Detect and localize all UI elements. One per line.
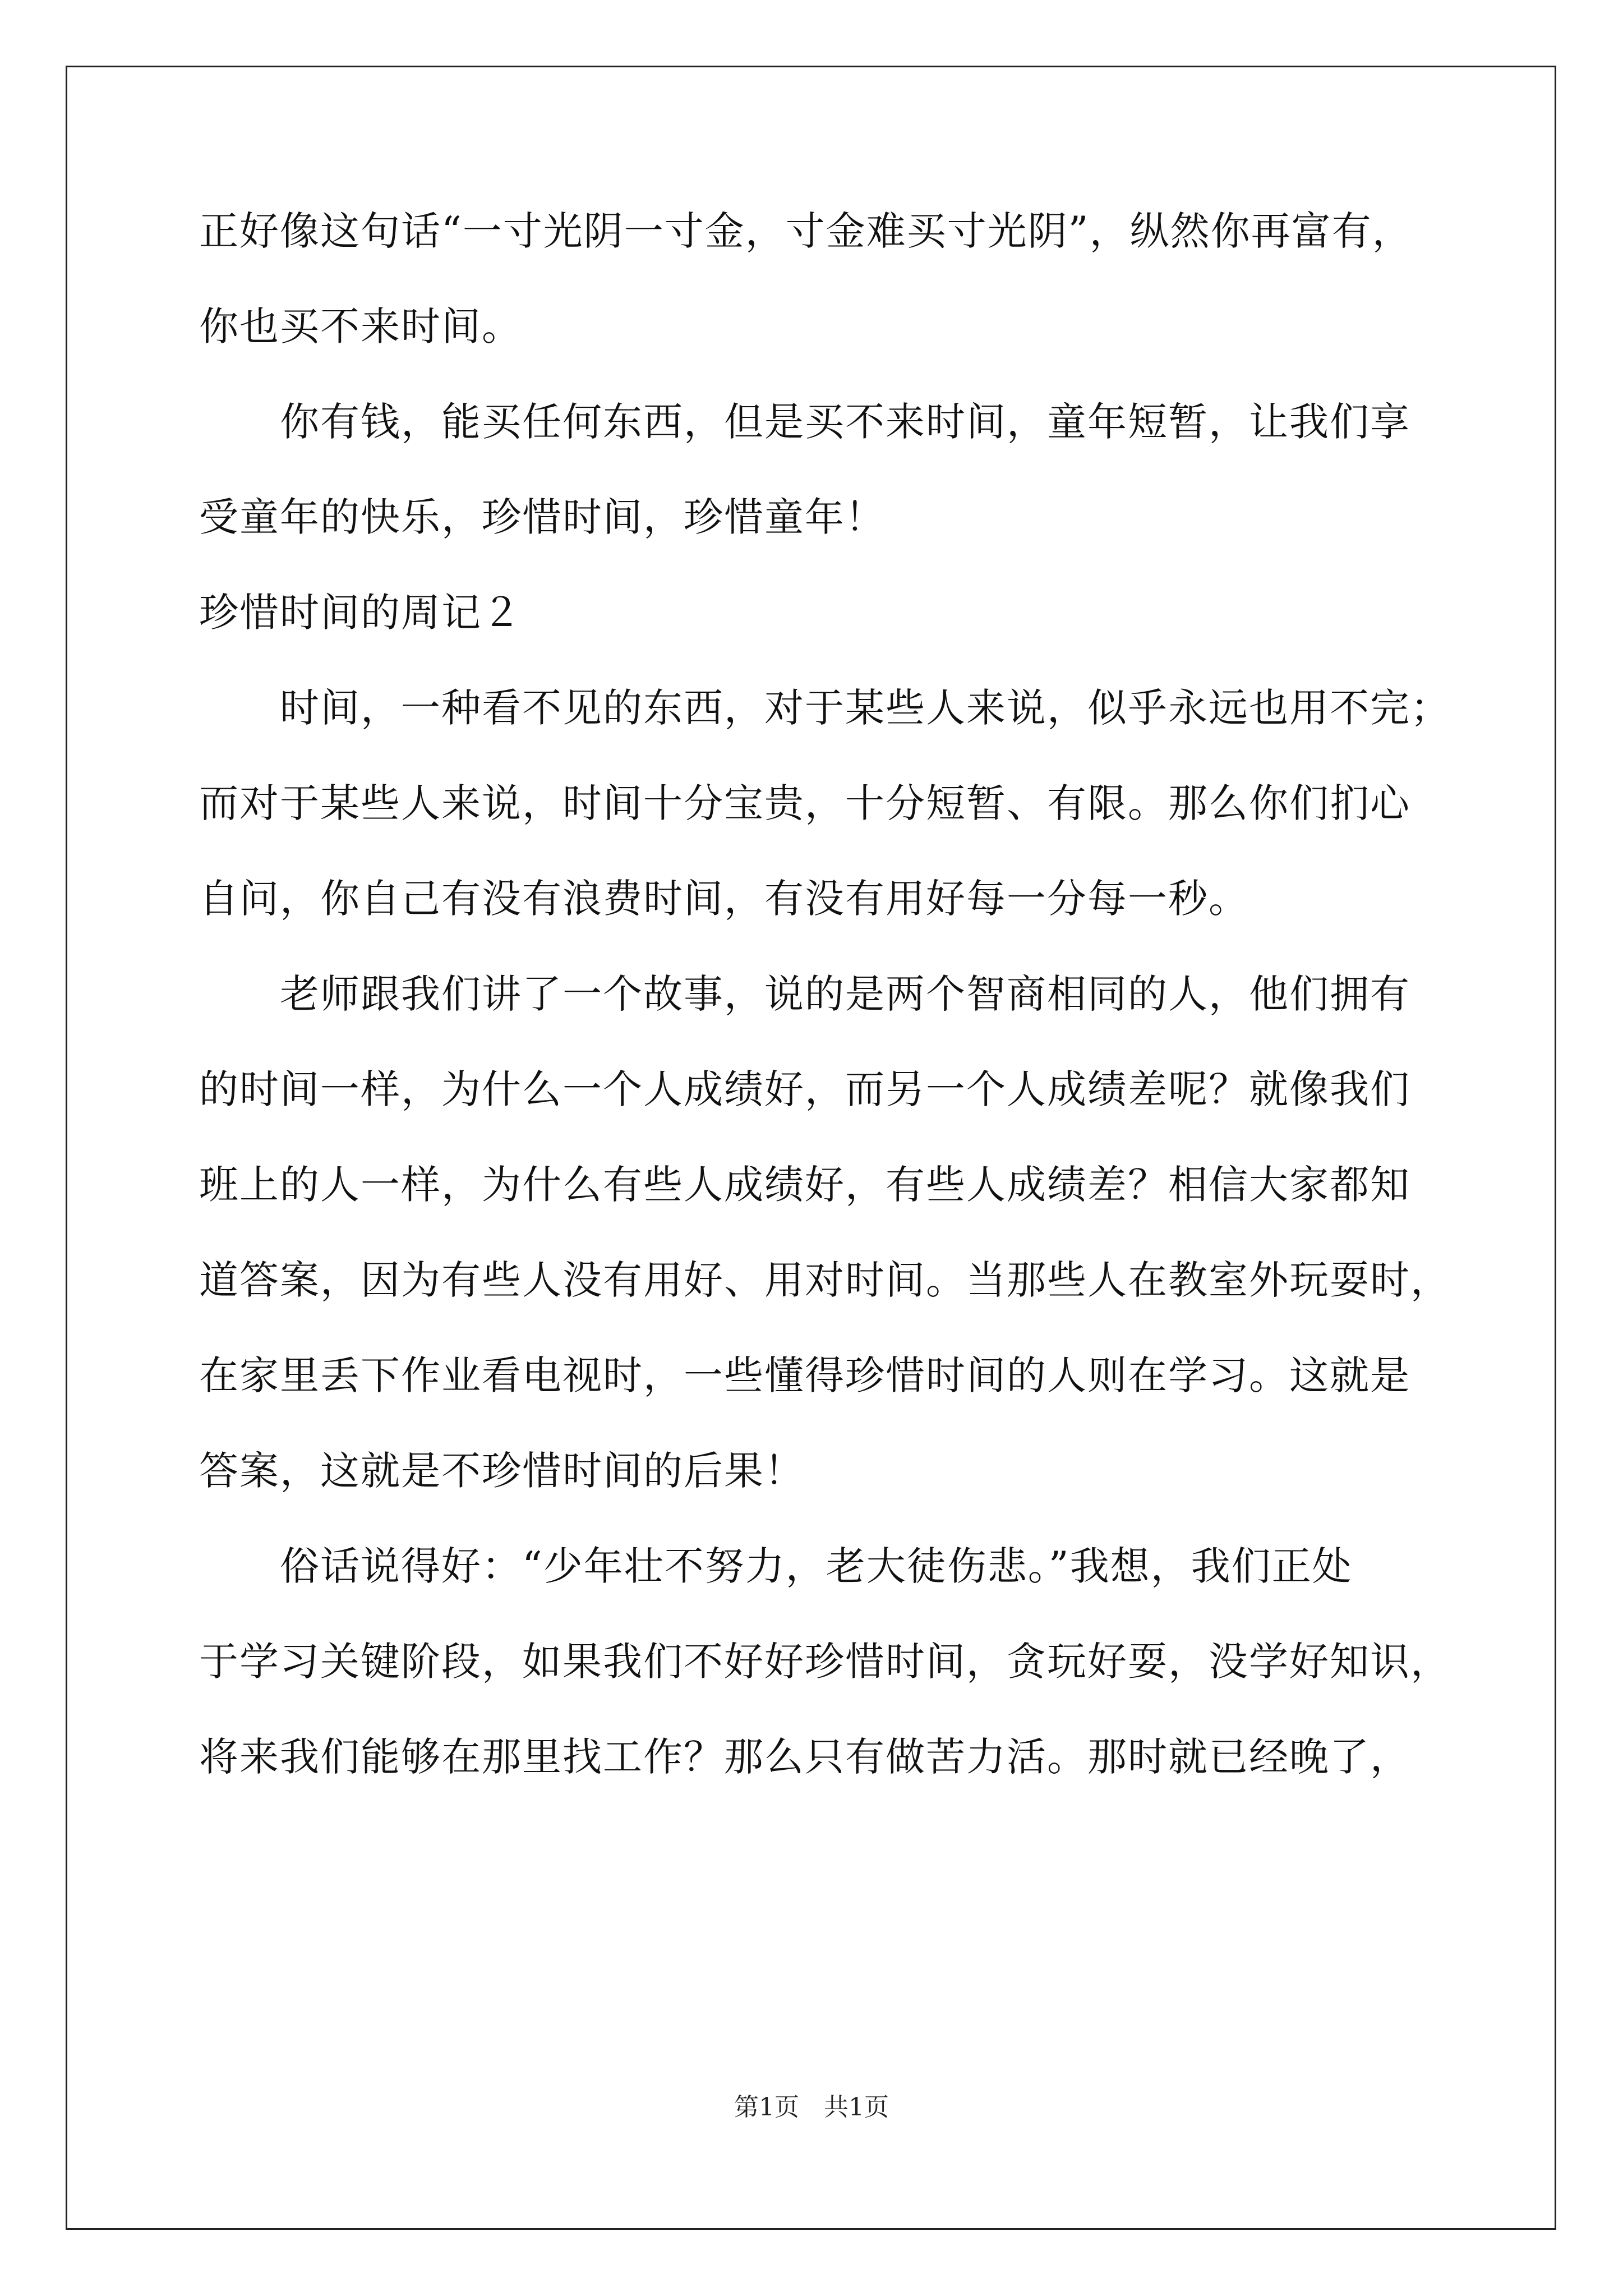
page-number-footer: 第1页 共1页 [734, 2093, 889, 2122]
document-body [199, 208, 1451, 1830]
text-line: 答案，这就是不珍惜时间的后果！ [199, 1448, 805, 1494]
text-line: 于学习关键阶段，如果我们不好好珍惜时间，贪玩好耍，没学好知识， [199, 1639, 1451, 1685]
text-line: 将来我们能够在那里找工作？那么只有做苦力活。那时就已经晚了， [199, 1734, 1410, 1780]
text-line: 班上的人一样，为什么有些人成绩好，有些人成绩差？相信大家都知 [199, 1162, 1410, 1208]
text-line: 受童年的快乐，珍惜时间，珍惜童年！ [199, 494, 886, 540]
section-heading: 珍惜时间的周记２ [199, 590, 522, 636]
text-line: 在家里丢下作业看电视时，一些懂得珍惜时间的人则在学习。这就是 [199, 1352, 1410, 1398]
text-line: 你也买不来时间。 [199, 303, 522, 349]
text-line: 自问，你自己有没有浪费时间，有没有用好每一分每一秒。 [199, 876, 1249, 922]
text-line: 道答案，因为有些人没有用好、用对时间。当那些人在教室外玩耍时， [199, 1257, 1451, 1303]
text-line: 俗话说得好：“少年壮不努力，老大徒伤悲。”我想，我们正处 [199, 1543, 1353, 1589]
text-line: 你有钱，能买任何东西，但是买不来时间，童年短暂，让我们享 [199, 399, 1410, 445]
text-line: 而对于某些人来说，时间十分宝贵，十分短暂、有限。那么你们扪心 [199, 780, 1410, 826]
text-line: 的时间一样，为什么一个人成绩好，而另一个人成绩差呢？就像我们 [199, 1066, 1410, 1112]
text-line: 时间，一种看不见的东西，对于某些人来说，似乎永远也用不完； [199, 685, 1451, 731]
text-line: 正好像这句话“一寸光阴一寸金，寸金难买寸光阴”，纵然你再富有， [199, 208, 1413, 254]
text-line: 老师跟我们讲了一个故事，说的是两个智商相同的人，他们拥有 [199, 971, 1410, 1017]
